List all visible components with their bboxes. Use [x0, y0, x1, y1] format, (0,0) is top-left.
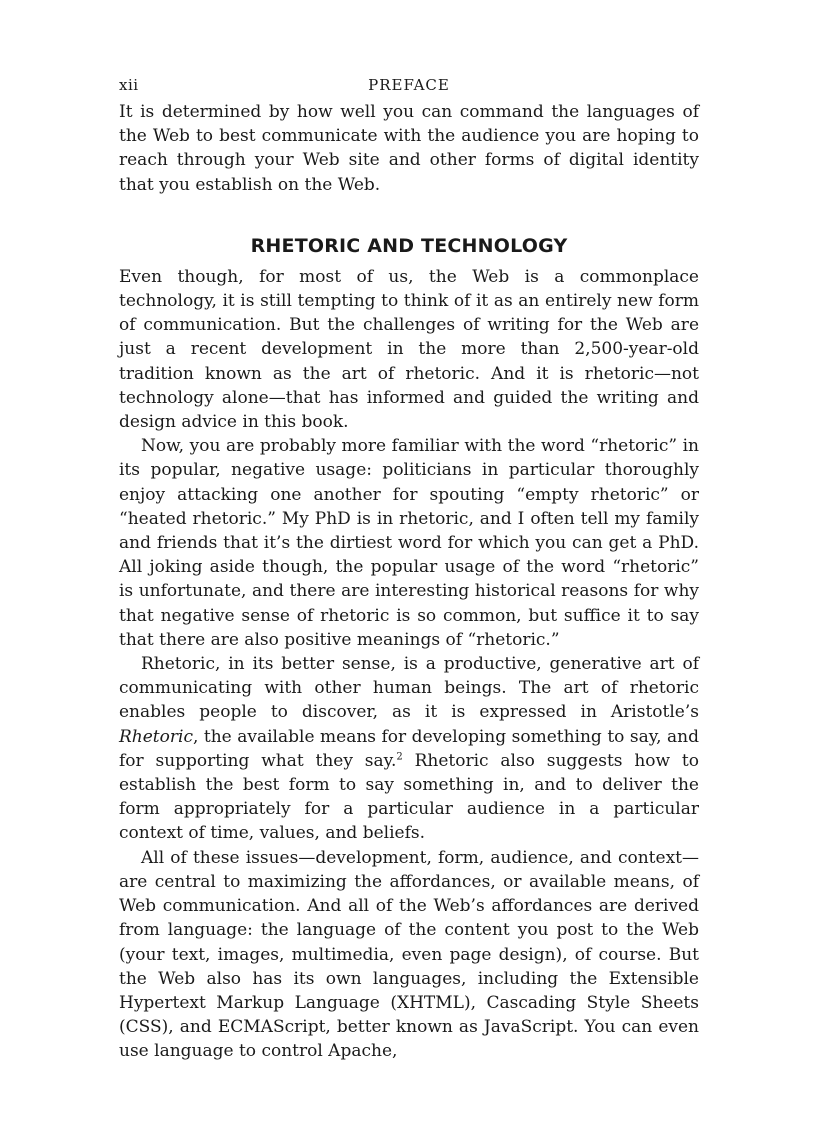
p3-text-end: Rhetoric also suggests how to establish the best form to say something in, and to deliver the form appropriately for a particular audience in a particular context of time, values, and beliefs. — [119, 750, 699, 844]
footnote-marker: 2 — [396, 751, 403, 763]
rhetoric-book-title: Rhetoric — [119, 726, 193, 747]
p3-text-start: Rhetoric, in its better sense, is a productive, generative art of communicating with other human beings. The art of rhetoric enables people to discover, as it is expressed in Aristotle’s — [119, 654, 699, 723]
body-paragraph-4: All of these issues—development, form, audience, and context—are central to maximizing the affordances, or available means, of Web communication. And all of the Web’s affordances are derived from language: the language of the content you post to the Web (your text, images, multimedia, even page design), of course. But the Web also has its own languages, including the Extensible Hypertext Markup Language (XHTML), Cascading Style Sheets (CSS), and ECMAScript, better known as JavaScript. You can even use language to control Apache, — [119, 847, 699, 1062]
body-paragraph-2: Now, you are probably more familiar with the word “rhetoric” in its popular, negative usage: politicians in particular thoroughly enjoy attacking one another for spouting “empty rhetoric” or “heated rhetoric.” My PhD is in rhetoric, and I often tell my family and friends that it’s the dirtiest word for which you can get a PhD. All joking aside though, the popular usage of the word “rhetoric” is unfortunate, and there are interesting historical reasons for why that negative sense of rhetoric is so common, but suffice it to say that there are also positive meanings of “rhetoric.” — [119, 436, 699, 650]
page-number: xii — [119, 76, 139, 94]
section-heading: RHETORIC AND TECHNOLOGY — [250, 234, 568, 257]
intro-paragraph: It is determined by how well you can command the languages of the Web to best communicate with the audience you are hoping to reach through your Web site and other forms of digital identity that you establish on the Web. — [119, 102, 699, 195]
body-paragraph-1: Even though, for most of us, the Web is a commonplace technology, it is still tempting to think of it as an entirely new form of communication. But the challenges of writing for the Web are just a recent development in the more than 2,500-year-old tradition known as the art of rhetoric. And it is rhetoric—not technology alone—that has informed and guided the writing and design advice in this book. — [119, 266, 699, 433]
running-header — [119, 72, 699, 100]
p3-text-middle: , the available means for developing something to say, and for supporting what they say. — [119, 726, 699, 771]
running-title: PREFACE — [368, 76, 450, 94]
book-page — [119, 72, 699, 1064]
body-paragraph-3 — [119, 652, 699, 846]
